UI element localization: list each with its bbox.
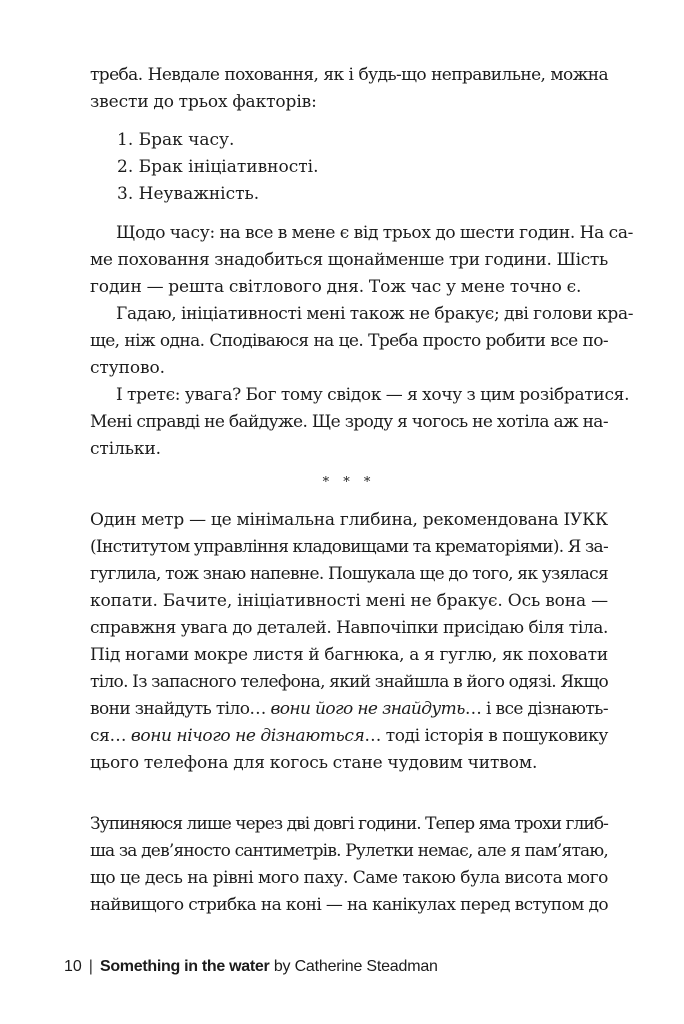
text-span: ся… [90, 726, 131, 746]
factors-list [90, 127, 608, 208]
text-line: Під ногами мокре листя й багнюка, а я гуглю, як поховати [90, 645, 608, 665]
text-line: справжня увага до деталей. Навпочіпки присідаю біля тіла. [90, 618, 608, 638]
text-line [90, 723, 608, 750]
italic-text: вони нічого не дізнаються [130, 726, 365, 746]
text-line: ша за дев’яносто сантиметрів. Рулетки немає, але я пам’ятаю, [90, 841, 608, 861]
text-line: годин — решта світлового дня. Тож час у мене точно є. [90, 277, 582, 297]
section-separator: * * * [322, 475, 376, 490]
book-title: Something in the water [99, 958, 270, 975]
text-line: стільки. [90, 439, 161, 459]
text-line: (Інститутом управління кладовищами та крематоріями). Я за- [90, 537, 608, 557]
text-line: І третє: увага? Бог тому свідок — я хочу з цим розібратися. [116, 385, 630, 405]
page-footer [64, 958, 438, 976]
text-line: тіло. Із запасного телефона, який знайшла в його одязі. Якщо [90, 672, 608, 692]
text-line: цього телефона для когось стане чудовим читвом. [90, 753, 538, 773]
text-line: Гадаю, ініціативності мені також не бракує; дві голови кра- [116, 304, 634, 324]
text-line: Один метр — це мінімальна глибина, рекомендована ІУКК [90, 510, 608, 530]
italic-text: вони його не знайдуть [270, 699, 465, 719]
list-item: 1. Брак часу. [117, 130, 235, 150]
text-line: Зупиняюся лише через дві довгі години. Тепер яма трохи глиб- [90, 814, 608, 834]
text-line: що це десь на рівні мого паху. Саме такою була висота мого [90, 868, 608, 888]
text-line: Щодо часу: на все в мене є від трьох до шести годин. На са- [116, 223, 634, 243]
paragraph-depth [90, 507, 608, 777]
text-line: ступово. [90, 358, 165, 378]
text-line: Мені справді не байдуже. Ще зроду я чогось не хотіла аж на- [90, 412, 608, 432]
book-author: by Catherine Steadman [273, 958, 438, 975]
text-line: копати. Бачите, ініціативності мені не бракує. Ось вона — [90, 591, 608, 611]
paragraph-stop [90, 811, 608, 919]
text-line: гуглила, тож знаю напевне. Пошукала ще до того, як узялася [90, 564, 608, 584]
text-span: … тоді історія в пошуковику [364, 726, 608, 746]
list-item: 3. Неуважність. [117, 184, 260, 204]
text-line: ме поховання знадобиться щонайменше три години. Шість [90, 250, 608, 270]
text-line [90, 696, 608, 723]
footer-divider: | [88, 958, 93, 975]
text-line: ще, ніж одна. Сподіваюся на це. Треба просто робити все по- [90, 331, 608, 351]
paragraph-attention [90, 382, 630, 463]
text-line: звести до трьох факторів: [90, 92, 317, 112]
text-span: … і все дізнають- [464, 699, 608, 719]
text-line: треба. Невдале поховання, як і будь-що неправильне, можна [90, 65, 608, 85]
book-page-body [90, 62, 634, 919]
paragraph-time [90, 220, 634, 301]
paragraph-intro [90, 62, 608, 116]
paragraph-gap [90, 777, 608, 794]
page-number: 10 [64, 958, 82, 975]
paragraph-gap [90, 794, 608, 811]
list-item: 2. Брак ініціативності. [117, 157, 319, 177]
text-span: вони знайдуть тіло… [90, 699, 271, 719]
paragraph-initiative [90, 301, 634, 382]
text-line: найвищого стрибка на коні — на канікулах перед вступом до [90, 895, 608, 915]
